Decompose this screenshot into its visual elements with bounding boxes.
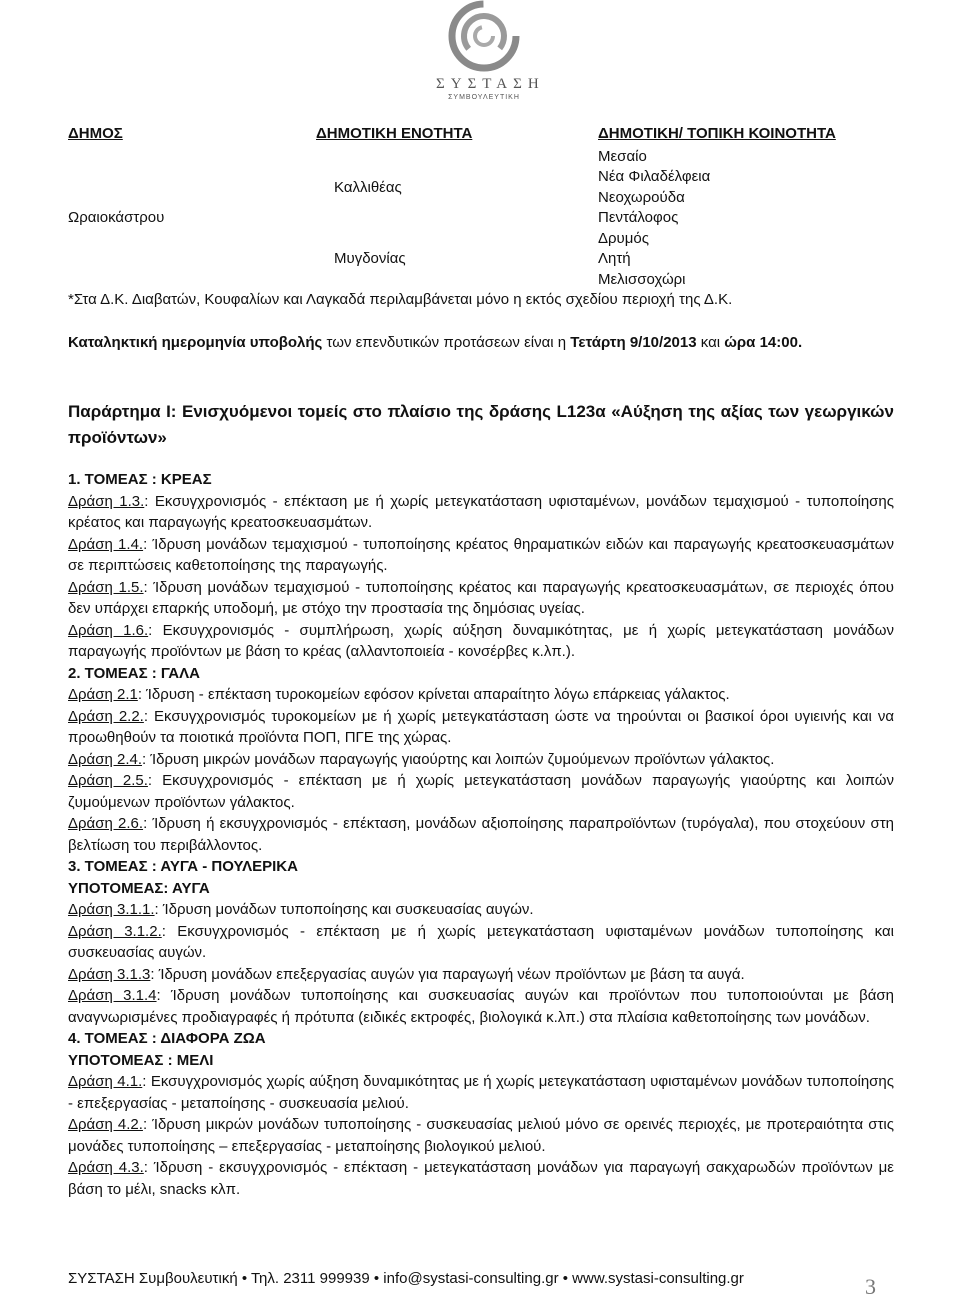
action-text: : Εκσυγχρονισμός - επέκταση με ή χωρίς μετεγκατάσταση υφισταμένων, μονάδων τεμαχισμού - τυποποίησης κρέατος και παραγωγής κρεατοσκευασμάτων. bbox=[68, 492, 894, 531]
table-cell-koinotita: Λητή bbox=[598, 250, 631, 267]
action-text: : Ίδρυση ή εκσυγχρονισμός - επέκταση, μονάδων αξιοποίησης παραπροϊόντων (τυρόγαλα), που στοχεύουν στη βελτίωση του περιβάλλοντος. bbox=[68, 815, 894, 854]
table-cell-enotita-2: Μυγδονίας bbox=[334, 250, 406, 267]
logo-subtitle-text: ΣΥΜΒΟΥΛΕΥΤΙΚΗ bbox=[448, 94, 520, 101]
company-logo bbox=[436, 0, 545, 112]
table-cell-koinotita: Νεοχωρούδα bbox=[598, 189, 685, 206]
section-title: 4. ΤΟΜΕΑΣ : ΔΙΑΦΟΡΑ ΖΩΑ bbox=[68, 1030, 266, 1047]
section-subtitle: ΥΠΟΤΟΜΕΑΣ : ΜΕΛΙ bbox=[68, 1051, 214, 1069]
table-cell-koinotita: Μελισσοχώρι bbox=[598, 271, 686, 288]
table-cell-dimos: Ωραιοκάστρου bbox=[68, 209, 165, 226]
action-item bbox=[68, 684, 894, 706]
action-item bbox=[68, 921, 894, 964]
table-cell-koinotita: Πεντάλοφος bbox=[598, 209, 679, 226]
action-label: Δράση 2.5. bbox=[68, 772, 148, 789]
section-title: 1. ΤΟΜΕΑΣ : ΚΡΕΑΣ bbox=[68, 471, 212, 488]
action-label: Δράση 2.1 bbox=[68, 686, 138, 703]
logo-mark-icon bbox=[448, 0, 520, 72]
action-text: : Ίδρυση - επέκταση τυροκομείων εφόσον κρίνεται απαραίτητο λόγω επάρκειας γάλακτος. bbox=[137, 686, 730, 703]
section-4 bbox=[68, 1028, 894, 1200]
table-header-koinotita: ΔΗΜΟΤΙΚΗ/ ΤΟΠΙΚΗ ΚΟΙΝΟΤΗΤΑ bbox=[598, 125, 836, 142]
action-label: Δράση 2.2. bbox=[68, 707, 144, 725]
action-item bbox=[68, 1071, 894, 1114]
deadline-time: ώρα 14:00. bbox=[724, 334, 803, 351]
deadline-connector: και bbox=[696, 334, 725, 351]
action-text: : Ίδρυση μικρών μονάδων τυποποίησης - συσκευασίας μελιού μόνο σε ορεινές περιοχές, με προτεραιότητα στις μονάδες τυποποίησης – επεξεργασίας - μεταποίησης βιολογικού μελιού. bbox=[68, 1116, 894, 1155]
action-text: : Ίδρυση μονάδων τεμαχισμού - τυποποίησης κρέατος θηραματικών ειδών και παραγωγής κρεατοσκευασμάτων σε περιπτώσεις καθετοποίησης της παραγωγής. bbox=[68, 535, 894, 574]
deadline-text: των επενδυτικών προτάσεων είναι η bbox=[322, 334, 571, 351]
action-text: : Ίδρυση μικρών μονάδων παραγωγής γιαούρτης και λοιπών ζυμούμενων προϊόντων γάλακτος. bbox=[142, 750, 775, 768]
action-item bbox=[68, 985, 894, 1028]
action-item bbox=[68, 1114, 894, 1157]
action-text: : Εκσυγχρονισμός - επέκταση με ή χωρίς μετεγκατάσταση μονάδων παραγωγής γιαούρτης και λοιπών ζυμούμενων προϊόντων γάλακτος. bbox=[68, 772, 894, 811]
action-text: : Ίδρυση μονάδων επεξεργασίας αυγών για παραγωγή νέων προϊόντων με βάση τα αυγά. bbox=[150, 965, 745, 983]
action-item bbox=[68, 620, 894, 663]
table-header-dimos: ΔΗΜΟΣ bbox=[68, 125, 123, 142]
action-label: Δράση 1.4. bbox=[68, 535, 144, 553]
action-item bbox=[68, 899, 894, 921]
action-label: Δράση 3.1.4 bbox=[68, 987, 157, 1004]
action-item bbox=[68, 577, 894, 620]
page-number: 3 bbox=[865, 1274, 876, 1299]
action-text: : Ίδρυση - εκσυγχρονισμός - επέκταση - μετεγκατάσταση μονάδων για παραγωγή σακχαρωδών προϊόντων με βάση το μέλι, snacks κλπ. bbox=[68, 1159, 894, 1198]
table-header-enotita: ΔΗΜΟΤΙΚΗ ΕΝΟΤΗΤΑ bbox=[316, 125, 473, 142]
action-label: Δράση 4.2. bbox=[68, 1116, 143, 1133]
logo-brand-text: ΣΥΣΤΑΣΗ bbox=[436, 76, 545, 92]
annex-title: Παράρτημα Ι: Ενισχυόμενοι τομείς στο πλαίσιο της δράσης L123α «Αύξηση της αξίας των γεωργικών προϊόντων» bbox=[68, 402, 894, 447]
section-subtitle: ΥΠΟΤΟΜΕΑΣ: ΑΥΓΑ bbox=[68, 879, 210, 897]
action-label: Δράση 1.6. bbox=[68, 621, 149, 639]
action-label: Δράση 3.1.1. bbox=[68, 901, 155, 918]
deadline-date: Τετάρτη 9/10/2013 bbox=[570, 334, 697, 351]
action-label: Δράση 4.3. bbox=[68, 1159, 144, 1176]
action-label: Δράση 3.1.3 bbox=[68, 965, 151, 983]
deadline-paragraph bbox=[68, 334, 802, 351]
sections-content bbox=[68, 469, 894, 1200]
page-footer: ΣΥΣΤΑΣΗ Συμβουλευτική • Τηλ. 2311 999939 • info@systasi-consulting.gr • www.systasi-consulting.gr bbox=[68, 1270, 744, 1287]
action-text: : Ίδρυση μονάδων τυποποίησης και συσκευασίας αυγών και προϊόντων που τυποποιούνται με βάση αναγνωρισμένες προδιαγραφές ή πρότυπα (ειδικές εκτροφές, βιολογικά κ.λπ.) στα πλαίσια καθετοποίησης των μονάδων. bbox=[68, 987, 894, 1026]
action-label: Δράση 2.4. bbox=[68, 750, 143, 768]
action-item bbox=[68, 534, 894, 577]
action-item bbox=[68, 770, 894, 813]
action-item bbox=[68, 491, 894, 534]
action-item bbox=[68, 1157, 894, 1200]
table-note: *Στα Δ.Κ. Διαβατών, Κουφαλίων και Λαγκαδά περιλαμβάνεται μόνο η εκτός σχεδίου περιοχή της Δ.Κ. bbox=[68, 291, 733, 308]
action-item bbox=[68, 749, 894, 771]
action-item bbox=[68, 706, 894, 749]
action-text: : Εκσυγχρονισμός - επέκταση με ή χωρίς μετεγκατάσταση υφισταμένων μονάδων τυποποίησης και συσκευασίας αυγών. bbox=[68, 922, 894, 961]
section-1 bbox=[68, 469, 894, 663]
action-item bbox=[68, 964, 894, 986]
section-3 bbox=[68, 856, 894, 1028]
action-label: Δράση 3.1.2. bbox=[68, 922, 162, 940]
table-cell-koinotita: Δρυμός bbox=[598, 230, 649, 247]
action-item bbox=[68, 813, 894, 856]
section-2 bbox=[68, 663, 894, 857]
section-title: 2. ΤΟΜΕΑΣ : ΓΑΛΑ bbox=[68, 664, 200, 682]
table-cell-koinotita: Νέα Φιλαδέλφεια bbox=[598, 168, 711, 185]
action-text: : Εκσυγχρονισμός χωρίς αύξηση δυναμικότητας με ή χωρίς μετεγκατάσταση υφισταμένων μονάδων τυποποίησης - επεξεργασίας - μεταποίησης - συσκευασία μελιού. bbox=[68, 1073, 895, 1112]
deadline-label: Καταληκτική ημερομηνία υποβολής bbox=[68, 334, 323, 351]
action-label: Δράση 4.1. bbox=[68, 1073, 143, 1090]
section-title: 3. ΤΟΜΕΑΣ : ΑΥΓΑ - ΠΟΥΛΕΡΙΚΑ bbox=[68, 858, 298, 875]
action-label: Δράση 1.3. bbox=[68, 492, 145, 510]
action-text: : Εκσυγχρονισμός - συμπλήρωση, χωρίς αύξηση δυναμικότητας, με ή χωρίς μετεγκατάσταση μονάδων παραγωγής προϊόντων με βάση το κρέας (αλλαντοποιεία - κονσέρβες κ.λπ.). bbox=[68, 621, 894, 660]
table-cell-enotita-1: Καλλιθέας bbox=[334, 179, 402, 196]
action-text: : Ίδρυση μονάδων τυποποίησης και συσκευασίας αυγών. bbox=[154, 901, 534, 918]
action-text: : Εκσυγχρονισμός τυροκομείων με ή χωρίς μετεγκατάσταση ώστε να τηρούνται οι βασικοί όροι υγιεινής και να προωθηθούν τα ποιοτικά προϊόντα ΠΟΠ, ΠΓΕ της χώρας. bbox=[68, 707, 894, 746]
action-text: : Ίδρυση μονάδων τεμαχισμού - τυποποίησης κρέατος και παραγωγής κρεατοσκευασμάτων, σε περιοχές όπου δεν υπάρχει επαρκής υποδομή, με στόχο την προστασία της δημόσιας υγείας. bbox=[68, 578, 895, 617]
table-cell-koinotita: Μεσαίο bbox=[598, 148, 647, 165]
action-label: Δράση 1.5. bbox=[68, 578, 144, 596]
action-label: Δράση 2.6. bbox=[68, 815, 144, 832]
